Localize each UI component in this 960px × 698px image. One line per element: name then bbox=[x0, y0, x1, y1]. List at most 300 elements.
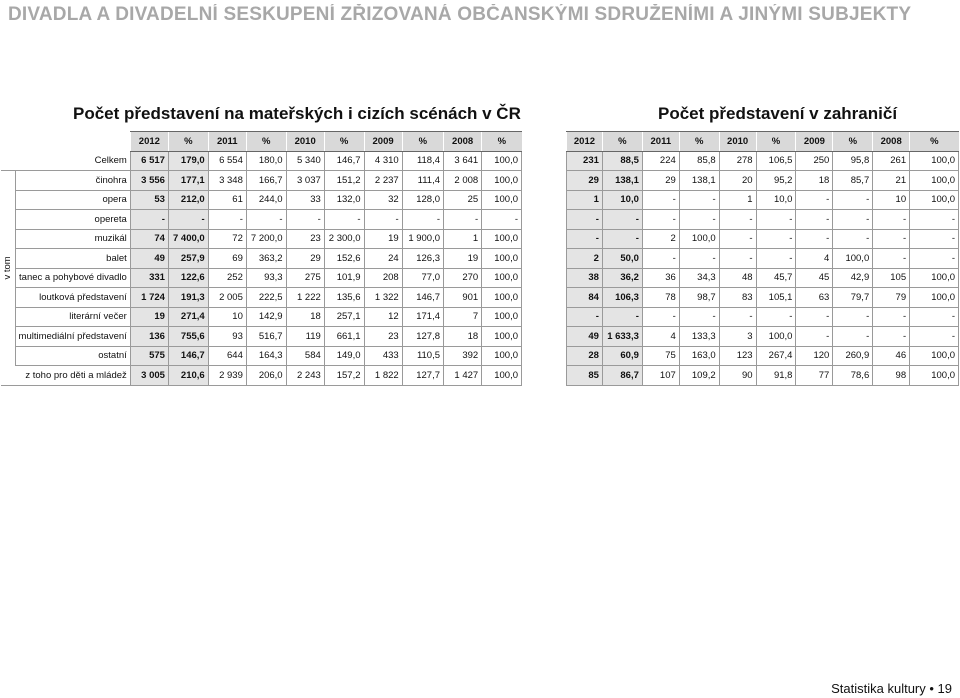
cz-section-title: Počet představení na mateřských i cizích scénách v ČR bbox=[73, 104, 521, 123]
table-cell: 1 633,3 bbox=[602, 327, 642, 347]
table-cell: 100,0 bbox=[910, 366, 959, 386]
table-cell: 146,7 bbox=[324, 151, 364, 171]
table-cell: - bbox=[679, 210, 719, 230]
table-row bbox=[1, 288, 522, 308]
table-cell: 244,0 bbox=[246, 190, 286, 210]
table-cell: 138,1 bbox=[679, 171, 719, 191]
table-cell: 49 bbox=[130, 249, 168, 269]
table-cell: 128,0 bbox=[402, 190, 443, 210]
table-row bbox=[567, 288, 959, 308]
table-cell: 231 bbox=[567, 151, 603, 171]
table-cell: 29 bbox=[567, 171, 603, 191]
table-cell: 1 724 bbox=[130, 288, 168, 308]
row-label: opereta bbox=[15, 210, 130, 230]
table-cell: 46 bbox=[873, 346, 910, 366]
table-cell: - bbox=[286, 210, 324, 230]
table-cell: 98 bbox=[873, 366, 910, 386]
table-cell: - bbox=[796, 327, 833, 347]
table-cell: 6 554 bbox=[208, 151, 246, 171]
table-cell: 252 bbox=[208, 268, 246, 288]
table-cell: 270 bbox=[444, 268, 482, 288]
table-cell: - bbox=[756, 307, 796, 327]
table-cell: 127,8 bbox=[402, 327, 443, 347]
table-cell: 157,2 bbox=[324, 366, 364, 386]
table-cell: 224 bbox=[642, 151, 679, 171]
table-cell: - bbox=[833, 327, 873, 347]
table-cell: 267,4 bbox=[756, 346, 796, 366]
table-row bbox=[567, 327, 959, 347]
table-cell: - bbox=[910, 249, 959, 269]
table-cell: 123 bbox=[719, 346, 756, 366]
column-header: 2011 bbox=[208, 132, 246, 152]
column-header: % bbox=[756, 132, 796, 152]
table-cell: 271,4 bbox=[168, 307, 208, 327]
table-cell: 107 bbox=[642, 366, 679, 386]
table-cell: 100,0 bbox=[482, 151, 522, 171]
table-cell: 69 bbox=[208, 249, 246, 269]
table-cell: 1 222 bbox=[286, 288, 324, 308]
table-cell: 53 bbox=[130, 190, 168, 210]
table-row bbox=[1, 151, 522, 171]
table-cell: 119 bbox=[286, 327, 324, 347]
column-header: % bbox=[402, 132, 443, 152]
table-row bbox=[567, 268, 959, 288]
table-row bbox=[567, 210, 959, 230]
table-cell: - bbox=[679, 307, 719, 327]
table-cell: 133,3 bbox=[679, 327, 719, 347]
table-cell: - bbox=[324, 210, 364, 230]
table-cell: 100,0 bbox=[482, 171, 522, 191]
table-cell: 180,0 bbox=[246, 151, 286, 171]
table-cell: - bbox=[796, 190, 833, 210]
column-header: 2010 bbox=[719, 132, 756, 152]
table-cell: - bbox=[208, 210, 246, 230]
table-cell: 77 bbox=[796, 366, 833, 386]
table-row bbox=[1, 171, 522, 191]
column-header: 2008 bbox=[873, 132, 910, 152]
table-cell: 100,0 bbox=[910, 346, 959, 366]
table-cell: 118,4 bbox=[402, 151, 443, 171]
table-cell: 95,8 bbox=[833, 151, 873, 171]
table-row bbox=[567, 307, 959, 327]
table-cell: 79,7 bbox=[833, 288, 873, 308]
table-cell: 29 bbox=[642, 171, 679, 191]
table-cell: - bbox=[602, 229, 642, 249]
table-cell: 88,5 bbox=[602, 151, 642, 171]
table-cell: 100,0 bbox=[482, 268, 522, 288]
table-cell: 1 822 bbox=[364, 366, 402, 386]
table-cell: 23 bbox=[364, 327, 402, 347]
table-cell: 1 bbox=[567, 190, 603, 210]
table-cell: - bbox=[756, 229, 796, 249]
column-header: 2009 bbox=[364, 132, 402, 152]
table-cell: 206,0 bbox=[246, 366, 286, 386]
table-cell: 166,7 bbox=[246, 171, 286, 191]
table-cell: 93,3 bbox=[246, 268, 286, 288]
table-cell: 105,1 bbox=[756, 288, 796, 308]
table-cell: 111,4 bbox=[402, 171, 443, 191]
table-row bbox=[1, 327, 522, 347]
table-cell: 23 bbox=[286, 229, 324, 249]
table-cell: - bbox=[873, 210, 910, 230]
table-cell: 100,0 bbox=[679, 229, 719, 249]
table-cell: - bbox=[796, 210, 833, 230]
table-cell: 100,0 bbox=[482, 366, 522, 386]
cz-performances-table bbox=[0, 131, 522, 386]
table-cell: 10,0 bbox=[602, 190, 642, 210]
table-cell: 127,7 bbox=[402, 366, 443, 386]
table-cell: 644 bbox=[208, 346, 246, 366]
table-cell: - bbox=[910, 210, 959, 230]
table-cell: - bbox=[642, 307, 679, 327]
table-cell: 90 bbox=[719, 366, 756, 386]
table-cell: 100,0 bbox=[482, 190, 522, 210]
table-cell: - bbox=[910, 229, 959, 249]
table-cell: 100,0 bbox=[482, 346, 522, 366]
column-header: % bbox=[910, 132, 959, 152]
table-cell: 212,0 bbox=[168, 190, 208, 210]
v-tom-cell bbox=[1, 171, 16, 366]
table-cell: 78,6 bbox=[833, 366, 873, 386]
table-cell: 250 bbox=[796, 151, 833, 171]
table-cell: 79 bbox=[873, 288, 910, 308]
table-row bbox=[567, 229, 959, 249]
table-cell: 516,7 bbox=[246, 327, 286, 347]
table-cell: 126,3 bbox=[402, 249, 443, 269]
row-label: tanec a pohybové divadlo bbox=[15, 268, 130, 288]
table-cell: 575 bbox=[130, 346, 168, 366]
column-header: 2012 bbox=[567, 132, 603, 152]
row-label: činohra bbox=[15, 171, 130, 191]
page-title: DIVADLA A DIVADELNÍ SESKUPENÍ ZŘIZOVANÁ OBČANSKÝMI SDRUŽENÍMI A JINÝMI SUBJEKTY bbox=[8, 4, 912, 25]
table-cell: 63 bbox=[796, 288, 833, 308]
table-cell: - bbox=[756, 210, 796, 230]
table-cell: 85,7 bbox=[833, 171, 873, 191]
table-cell: 100,0 bbox=[756, 327, 796, 347]
table-cell: - bbox=[719, 229, 756, 249]
column-header: % bbox=[679, 132, 719, 152]
table-row bbox=[1, 268, 522, 288]
table-cell: 179,0 bbox=[168, 151, 208, 171]
row-label: literární večer bbox=[15, 307, 130, 327]
table-cell: 10,0 bbox=[756, 190, 796, 210]
table-cell: 20 bbox=[719, 171, 756, 191]
column-header: % bbox=[246, 132, 286, 152]
table-cell: - bbox=[910, 327, 959, 347]
table-cell: - bbox=[719, 307, 756, 327]
table-cell: - bbox=[246, 210, 286, 230]
table-cell: 4 bbox=[642, 327, 679, 347]
table-cell: 171,4 bbox=[402, 307, 443, 327]
table-row bbox=[1, 307, 522, 327]
table-cell: - bbox=[833, 307, 873, 327]
table-cell: - bbox=[873, 229, 910, 249]
table-cell: 86,7 bbox=[602, 366, 642, 386]
table-cell: - bbox=[910, 307, 959, 327]
table-cell: 3 348 bbox=[208, 171, 246, 191]
table-cell: 2 005 bbox=[208, 288, 246, 308]
table-row bbox=[1, 346, 522, 366]
table-cell: 83 bbox=[719, 288, 756, 308]
table-cell: - bbox=[796, 307, 833, 327]
table-row bbox=[1, 190, 522, 210]
table-cell: 93 bbox=[208, 327, 246, 347]
table-cell: 363,2 bbox=[246, 249, 286, 269]
table-cell: 208 bbox=[364, 268, 402, 288]
table-cell: 2 939 bbox=[208, 366, 246, 386]
table-cell: - bbox=[833, 210, 873, 230]
table-cell: 100,0 bbox=[482, 307, 522, 327]
table-cell: 38 bbox=[567, 268, 603, 288]
table-cell: 146,7 bbox=[168, 346, 208, 366]
row-label: ostatní bbox=[15, 346, 130, 366]
table-cell: 1 bbox=[444, 229, 482, 249]
table-row bbox=[1, 366, 522, 386]
table-cell: - bbox=[567, 307, 603, 327]
table-cell: - bbox=[567, 210, 603, 230]
table-cell: 755,6 bbox=[168, 327, 208, 347]
table-cell: 152,6 bbox=[324, 249, 364, 269]
table-cell: 151,2 bbox=[324, 171, 364, 191]
table-cell: 106,3 bbox=[602, 288, 642, 308]
table-cell: 98,7 bbox=[679, 288, 719, 308]
table-cell: - bbox=[482, 210, 522, 230]
table-cell: 85 bbox=[567, 366, 603, 386]
table-cell: - bbox=[402, 210, 443, 230]
table-cell: 261 bbox=[873, 151, 910, 171]
table-cell: 100,0 bbox=[482, 249, 522, 269]
table-cell: - bbox=[168, 210, 208, 230]
table-cell: 7 200,0 bbox=[246, 229, 286, 249]
row-label: balet bbox=[15, 249, 130, 269]
table-cell: 1 322 bbox=[364, 288, 402, 308]
table-cell: 28 bbox=[567, 346, 603, 366]
table-cell: 77,0 bbox=[402, 268, 443, 288]
table-cell: 100,0 bbox=[910, 190, 959, 210]
table-cell: - bbox=[719, 249, 756, 269]
row-label: loutková představení bbox=[15, 288, 130, 308]
table-cell: 278 bbox=[719, 151, 756, 171]
table-cell: 36,2 bbox=[602, 268, 642, 288]
table-cell: 135,6 bbox=[324, 288, 364, 308]
table-cell: 45 bbox=[796, 268, 833, 288]
table-cell: 42,9 bbox=[833, 268, 873, 288]
table-cell: 12 bbox=[364, 307, 402, 327]
table-cell: 584 bbox=[286, 346, 324, 366]
table-cell: 29 bbox=[286, 249, 324, 269]
table-cell: 142,9 bbox=[246, 307, 286, 327]
table-cell: 105 bbox=[873, 268, 910, 288]
table-cell: - bbox=[756, 249, 796, 269]
table-cell: 1 bbox=[719, 190, 756, 210]
row-label: Celkem bbox=[1, 151, 131, 171]
table-cell: 2 300,0 bbox=[324, 229, 364, 249]
table-cell: - bbox=[873, 249, 910, 269]
table-cell: 100,0 bbox=[833, 249, 873, 269]
table-cell: - bbox=[679, 190, 719, 210]
table-cell: 24 bbox=[364, 249, 402, 269]
table-cell: 210,6 bbox=[168, 366, 208, 386]
table-cell: 331 bbox=[130, 268, 168, 288]
column-header: % bbox=[324, 132, 364, 152]
table-cell: 32 bbox=[364, 190, 402, 210]
table-cell: 72 bbox=[208, 229, 246, 249]
table-cell: - bbox=[602, 307, 642, 327]
table-cell: 3 bbox=[719, 327, 756, 347]
table-cell: - bbox=[602, 210, 642, 230]
table-cell: 33 bbox=[286, 190, 324, 210]
table-cell: 106,5 bbox=[756, 151, 796, 171]
table-cell: 101,9 bbox=[324, 268, 364, 288]
row-label: z toho pro děti a mládež bbox=[1, 366, 131, 386]
table-cell: 110,5 bbox=[402, 346, 443, 366]
table-row bbox=[567, 190, 959, 210]
table-cell: 136 bbox=[130, 327, 168, 347]
table-cell: 3 005 bbox=[130, 366, 168, 386]
table-cell: 18 bbox=[286, 307, 324, 327]
table-cell: 25 bbox=[444, 190, 482, 210]
table-cell: 2 008 bbox=[444, 171, 482, 191]
table-cell: 48 bbox=[719, 268, 756, 288]
table-cell: 132,0 bbox=[324, 190, 364, 210]
table-cell: 163,0 bbox=[679, 346, 719, 366]
table-cell: 177,1 bbox=[168, 171, 208, 191]
table-cell: 1 427 bbox=[444, 366, 482, 386]
table-cell: - bbox=[444, 210, 482, 230]
table-cell: 191,3 bbox=[168, 288, 208, 308]
table-cell: 2 bbox=[642, 229, 679, 249]
abroad-performances-table bbox=[566, 131, 959, 386]
table-cell: 50,0 bbox=[602, 249, 642, 269]
table-row bbox=[567, 346, 959, 366]
table-cell: 120 bbox=[796, 346, 833, 366]
table-row bbox=[567, 151, 959, 171]
table-cell: - bbox=[719, 210, 756, 230]
table-cell: 84 bbox=[567, 288, 603, 308]
table-row bbox=[567, 249, 959, 269]
table-cell: 3 037 bbox=[286, 171, 324, 191]
table-row bbox=[1, 210, 522, 230]
page-footer: Statistika kultury • 19 bbox=[831, 681, 952, 696]
table-cell: 4 bbox=[796, 249, 833, 269]
table-cell: 10 bbox=[208, 307, 246, 327]
column-header: 2010 bbox=[286, 132, 324, 152]
table-cell: 21 bbox=[873, 171, 910, 191]
table-cell: 138,1 bbox=[602, 171, 642, 191]
table-cell: 36 bbox=[642, 268, 679, 288]
table-cell: 392 bbox=[444, 346, 482, 366]
table-cell: 85,8 bbox=[679, 151, 719, 171]
table-cell: 257,9 bbox=[168, 249, 208, 269]
table-cell: - bbox=[567, 229, 603, 249]
table-cell: - bbox=[833, 229, 873, 249]
table-row bbox=[567, 366, 959, 386]
table-cell: 3 641 bbox=[444, 151, 482, 171]
table-cell: 661,1 bbox=[324, 327, 364, 347]
table-cell: 164,3 bbox=[246, 346, 286, 366]
table-cell: 100,0 bbox=[910, 171, 959, 191]
table-cell: - bbox=[642, 210, 679, 230]
table-cell: - bbox=[873, 307, 910, 327]
row-label: muzikál bbox=[15, 229, 130, 249]
table-cell: 2 bbox=[567, 249, 603, 269]
table-cell: 5 340 bbox=[286, 151, 324, 171]
table-cell: 7 400,0 bbox=[168, 229, 208, 249]
table-cell: 260,9 bbox=[833, 346, 873, 366]
abroad-section-title: Počet představení v zahraničí bbox=[658, 104, 898, 123]
table-cell: 45,7 bbox=[756, 268, 796, 288]
table-cell: - bbox=[679, 249, 719, 269]
table-cell: 257,1 bbox=[324, 307, 364, 327]
table-cell: - bbox=[833, 190, 873, 210]
table-row bbox=[1, 229, 522, 249]
header-blank-cell bbox=[1, 132, 131, 152]
table-cell: 100,0 bbox=[482, 229, 522, 249]
table-cell: 10 bbox=[873, 190, 910, 210]
table-cell: 19 bbox=[130, 307, 168, 327]
table-cell: 6 517 bbox=[130, 151, 168, 171]
table-cell: 3 556 bbox=[130, 171, 168, 191]
table-cell: 19 bbox=[444, 249, 482, 269]
table-cell: 34,3 bbox=[679, 268, 719, 288]
column-header: % bbox=[168, 132, 208, 152]
table-cell: 100,0 bbox=[482, 288, 522, 308]
table-cell: 2 243 bbox=[286, 366, 324, 386]
table-cell: 122,6 bbox=[168, 268, 208, 288]
column-header: 2011 bbox=[642, 132, 679, 152]
table-cell: 78 bbox=[642, 288, 679, 308]
column-header: 2008 bbox=[444, 132, 482, 152]
table-row bbox=[1, 249, 522, 269]
table-cell: 18 bbox=[796, 171, 833, 191]
table-cell: 18 bbox=[444, 327, 482, 347]
table-cell: 100,0 bbox=[910, 268, 959, 288]
row-label: multimediální představení bbox=[15, 327, 130, 347]
table-cell: 75 bbox=[642, 346, 679, 366]
table-cell: 109,2 bbox=[679, 366, 719, 386]
v-tom-label: v tom bbox=[1, 256, 13, 280]
table-cell: 95,2 bbox=[756, 171, 796, 191]
row-label: opera bbox=[15, 190, 130, 210]
table-row bbox=[567, 171, 959, 191]
column-header: % bbox=[833, 132, 873, 152]
table-cell: 4 310 bbox=[364, 151, 402, 171]
table-cell: 60,9 bbox=[602, 346, 642, 366]
table-cell: 433 bbox=[364, 346, 402, 366]
column-header: 2012 bbox=[130, 132, 168, 152]
table-cell: 100,0 bbox=[910, 151, 959, 171]
table-cell: 7 bbox=[444, 307, 482, 327]
table-cell: - bbox=[130, 210, 168, 230]
table-cell: - bbox=[642, 190, 679, 210]
table-cell: 275 bbox=[286, 268, 324, 288]
column-header: % bbox=[482, 132, 522, 152]
table-cell: 49 bbox=[567, 327, 603, 347]
table-cell: 149,0 bbox=[324, 346, 364, 366]
table-cell: 61 bbox=[208, 190, 246, 210]
table-cell: - bbox=[873, 327, 910, 347]
table-cell: 1 900,0 bbox=[402, 229, 443, 249]
table-cell: - bbox=[642, 249, 679, 269]
table-cell: 222,5 bbox=[246, 288, 286, 308]
table-cell: 146,7 bbox=[402, 288, 443, 308]
table-cell: 100,0 bbox=[482, 327, 522, 347]
table-cell: - bbox=[796, 229, 833, 249]
column-header: 2009 bbox=[796, 132, 833, 152]
table-cell: 2 237 bbox=[364, 171, 402, 191]
table-cell: 74 bbox=[130, 229, 168, 249]
table-cell: 91,8 bbox=[756, 366, 796, 386]
